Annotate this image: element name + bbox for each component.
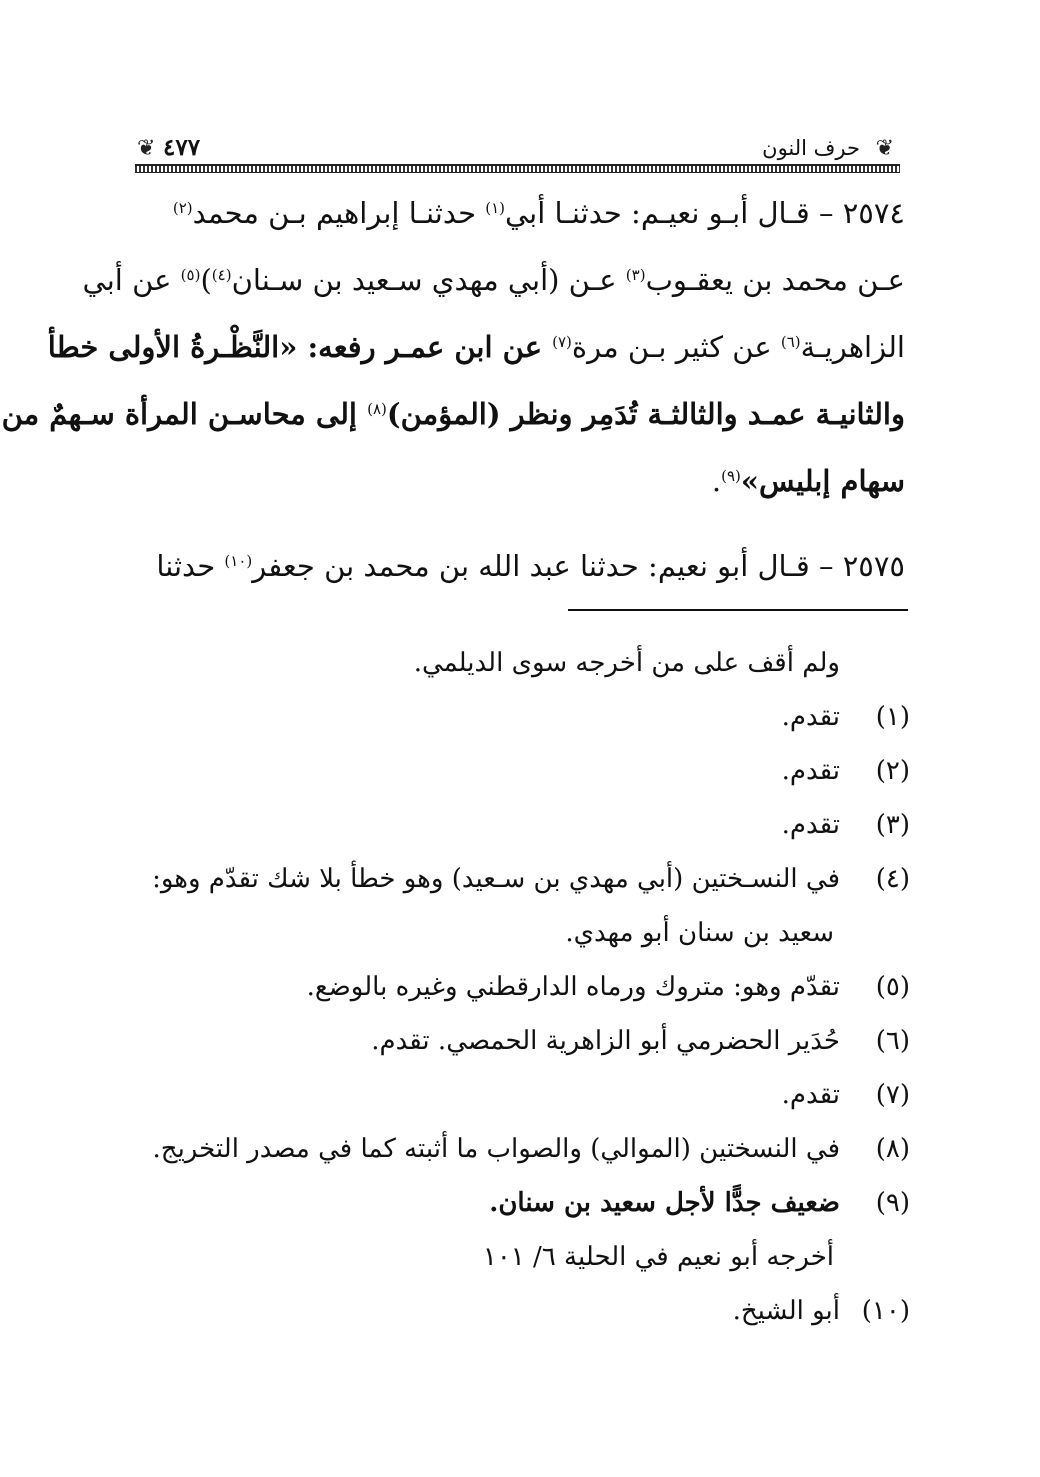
footnote-item xyxy=(130,744,910,798)
text-line xyxy=(130,448,905,515)
footnote-text: حُدَير الحضرمي أبو الزاهرية الحمصي. تقدم. xyxy=(371,1026,840,1056)
footnote-item xyxy=(130,1284,910,1338)
footnote-text: ضعيف جدًّا لأجل سعيد بن سنان. xyxy=(489,1188,840,1218)
footnote-item xyxy=(130,852,910,906)
footnote-continuation: سعيد بن سنان أبو مهدي. xyxy=(565,918,834,948)
footnote-intro: ولم أقف على من أخرجه سوى الديلمي. xyxy=(413,648,840,678)
text-run: حدثنـا إبراهيم بـن محمد xyxy=(192,196,486,230)
footnote-number: (٦) xyxy=(875,1026,910,1056)
footnote-ref[interactable]: (٣) xyxy=(625,266,646,284)
footnote-text: تقدم. xyxy=(781,702,840,732)
text-run: عن ابن عمـر رفعه: « xyxy=(279,330,553,364)
footnote-number: (٢) xyxy=(875,756,910,786)
text-line xyxy=(82,247,905,314)
text-run: والثانيـة عمـد والثالثـة تُدَمِر ونظر (المؤمن) xyxy=(386,397,905,431)
text-line xyxy=(130,533,905,600)
footnote-number: (٩) xyxy=(875,1188,910,1218)
footnote-ref[interactable]: (١) xyxy=(485,199,506,217)
text-run: إلى محاسـن المرأة سـهمٌ من xyxy=(1,397,368,431)
footnote-number: (١) xyxy=(875,702,910,732)
footnote-continuation: أخرجه أبو نعيم في الحلية ٦/ ١٠١ xyxy=(482,1242,834,1272)
text-run: . xyxy=(711,464,722,498)
footnote-item xyxy=(130,690,910,744)
page-number: ٤٧٧ xyxy=(163,134,201,161)
footnote-ref[interactable]: (١٠) xyxy=(224,552,253,570)
footnote-item xyxy=(130,1122,910,1176)
text-run: سهام إبليس» xyxy=(740,464,905,498)
text-run: عن كثير بـن مرة xyxy=(571,330,781,364)
footnote-number: (٣) xyxy=(875,810,910,840)
footnote-ref[interactable]: (٨) xyxy=(367,400,387,418)
footnote-text: تقدّم وهو: متروك ورماه الدارقطني وغيره بالوضع. xyxy=(306,972,840,1002)
footnote-number: (٥) xyxy=(875,972,910,1002)
footnote-ref[interactable]: (٦) xyxy=(780,333,801,351)
footnote-number: (٨) xyxy=(875,1134,910,1164)
running-header xyxy=(135,130,900,172)
text-line xyxy=(47,314,905,381)
footnote-item xyxy=(130,1068,910,1122)
text-run: الزاهريـة xyxy=(800,330,905,364)
text-line xyxy=(1,381,905,448)
floral-ornament-icon: ❦ xyxy=(137,136,156,161)
footnote-ref[interactable]: (٩) xyxy=(721,467,741,485)
text-run: النَّظْـرةُ الأولى خطأ xyxy=(47,330,280,364)
footnote-number: (١٠) xyxy=(861,1296,910,1326)
footnote-item xyxy=(130,1014,910,1068)
text-run: عـن محمد بن يعقـوب xyxy=(645,263,905,297)
footnote-text: في النسـختين (أبي مهدي بن سـعيد) وهو خطأ بلا شك تقدّم وهو: xyxy=(152,864,840,894)
text-run: ) xyxy=(200,263,212,297)
text-run: عـن (أبي مهدي سـعيد بن سـنان xyxy=(231,263,626,297)
text-run: عن أبي xyxy=(82,263,181,297)
text-run: ٢٥٧٥ – قـال أبو نعيم: حدثنا عبد الله بن محمد بن جعفر xyxy=(252,549,905,583)
footnote-item xyxy=(130,960,910,1014)
footnote-text: في النسختين (الموالي) والصواب ما أثبته كما في مصدر التخريج. xyxy=(152,1134,840,1164)
text-run: حدثنا xyxy=(156,549,225,583)
footnote-item xyxy=(130,798,910,852)
chapter-title: حرف النون xyxy=(762,136,860,160)
text-run: ٢٥٧٤ – قـال أبـو نعيـم: حدثنـا أبي xyxy=(505,196,905,230)
footnote-ref[interactable]: (٥) xyxy=(180,266,201,284)
floral-ornament-icon: ❦ xyxy=(875,136,894,161)
footnote-text: تقدم. xyxy=(781,756,840,786)
footnote-ref[interactable]: (٢) xyxy=(172,199,193,217)
footnote-ref[interactable]: (٤) xyxy=(211,266,232,284)
footnote-separator xyxy=(568,609,908,611)
footnote-item xyxy=(130,1176,910,1230)
footnote-text: تقدم. xyxy=(781,1080,840,1110)
header-rule xyxy=(135,164,900,173)
footnote-number: (٤) xyxy=(875,864,910,894)
footnotes xyxy=(130,636,910,1338)
footnote-text: أبو الشيخ. xyxy=(732,1296,840,1326)
footnote-ref[interactable]: (٧) xyxy=(552,333,572,351)
footnote-number: (٧) xyxy=(875,1080,910,1110)
main-text xyxy=(1,180,905,600)
text-line xyxy=(130,180,905,247)
footnote-text: تقدم. xyxy=(781,810,840,840)
paragraph-gap xyxy=(130,515,905,533)
